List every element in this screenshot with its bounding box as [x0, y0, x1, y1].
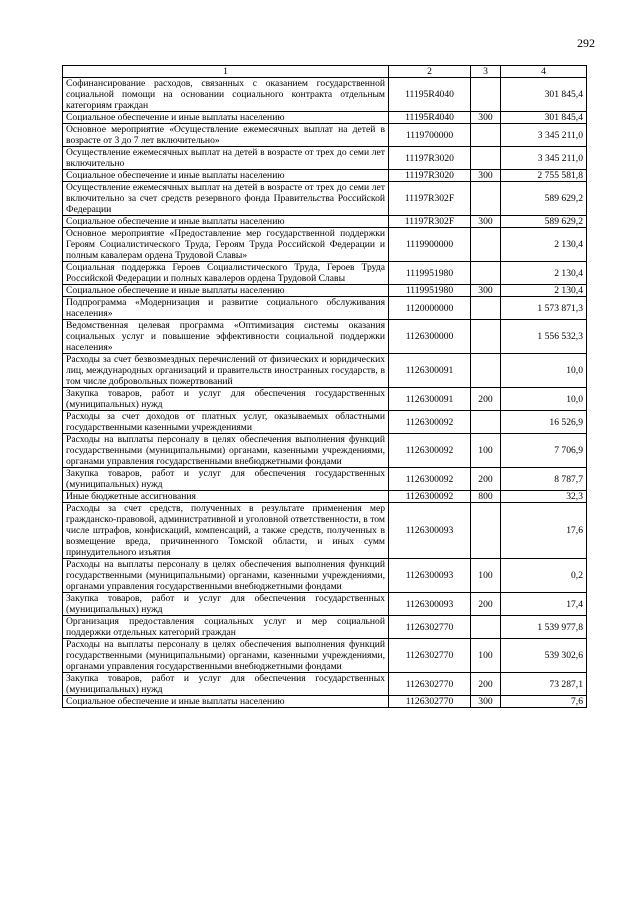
- row-amount: 1 556 532,3: [501, 320, 587, 354]
- row-code: 1126300092: [389, 468, 471, 491]
- row-code: 1126300093: [389, 559, 471, 593]
- table-row: [63, 124, 587, 147]
- row-name: Закупка товаров, работ и услуг для обеспечения государственных (муниципальных) нужд: [63, 388, 389, 411]
- table-row: [63, 673, 587, 696]
- row-amount: 539 302,6: [501, 639, 587, 673]
- row-expense-type: [471, 78, 501, 112]
- table-row: [63, 503, 587, 559]
- row-name: Подпрограмма «Модернизация и развитие социального обслуживания населения»: [63, 297, 389, 320]
- row-amount: 10,0: [501, 354, 587, 388]
- row-code: 11197R302F: [389, 182, 471, 216]
- row-name: Социальное обеспечение и иные выплаты населению: [63, 170, 389, 182]
- row-expense-type: [471, 616, 501, 639]
- row-code: 1119700000: [389, 124, 471, 147]
- row-expense-type: [471, 124, 501, 147]
- column-header-4: 4: [501, 66, 587, 78]
- table-row: [63, 616, 587, 639]
- row-code: 1126300092: [389, 491, 471, 503]
- row-expense-type: 200: [471, 593, 501, 616]
- row-code: 1126302770: [389, 673, 471, 696]
- row-name: Ведомственная целевая программа «Оптимизация системы оказания социальных услуг и повышение эффективности социальной поддержки населения»: [63, 320, 389, 354]
- row-amount: 7,6: [501, 696, 587, 708]
- row-amount: 3 345 211,0: [501, 147, 587, 170]
- row-code: 1126300092: [389, 434, 471, 468]
- row-code: 1126300093: [389, 593, 471, 616]
- row-code: 11197R3020: [389, 147, 471, 170]
- row-code: 1126302770: [389, 639, 471, 673]
- row-code: 1126302770: [389, 616, 471, 639]
- table-row: [63, 320, 587, 354]
- row-amount: 589 629,2: [501, 216, 587, 228]
- row-expense-type: 300: [471, 216, 501, 228]
- row-code: 1126300091: [389, 354, 471, 388]
- row-expense-type: [471, 182, 501, 216]
- row-amount: 1 539 977,8: [501, 616, 587, 639]
- row-amount: 10,0: [501, 388, 587, 411]
- row-expense-type: 800: [471, 491, 501, 503]
- table-row: [63, 170, 587, 182]
- row-name: Осуществление ежемесячных выплат на детей в возрасте от трех до семи лет включительно за счет средств резервного фонда Правительства Российской Федерации: [63, 182, 389, 216]
- table-row: [63, 411, 587, 434]
- table-row: [63, 216, 587, 228]
- row-expense-type: 100: [471, 639, 501, 673]
- row-code: 11197R3020: [389, 170, 471, 182]
- column-header-1: 1: [63, 66, 389, 78]
- row-code: 1119951980: [389, 262, 471, 285]
- row-expense-type: 300: [471, 112, 501, 124]
- row-expense-type: 200: [471, 673, 501, 696]
- row-expense-type: 200: [471, 388, 501, 411]
- row-amount: 16 526,9: [501, 411, 587, 434]
- row-expense-type: [471, 228, 501, 262]
- row-amount: 8 787,7: [501, 468, 587, 491]
- row-expense-type: [471, 147, 501, 170]
- row-amount: 589 629,2: [501, 182, 587, 216]
- row-expense-type: [471, 297, 501, 320]
- table-row: [63, 297, 587, 320]
- row-name: Основное мероприятие «Осуществление ежемесячных выплат на детей в возрасте от 3 до 7 лет включительно»: [63, 124, 389, 147]
- row-code: 1126300092: [389, 411, 471, 434]
- table-row: [63, 354, 587, 388]
- row-expense-type: [471, 262, 501, 285]
- row-code: 1119951980: [389, 285, 471, 297]
- row-code: 11195R4040: [389, 78, 471, 112]
- row-code: 11195R4040: [389, 112, 471, 124]
- row-name: Социальное обеспечение и иные выплаты населению: [63, 696, 389, 708]
- page-number: 292: [577, 36, 595, 50]
- row-expense-type: 300: [471, 696, 501, 708]
- budget-table: [62, 65, 587, 708]
- row-amount: 17,6: [501, 503, 587, 559]
- row-name: Закупка товаров, работ и услуг для обеспечения государственных (муниципальных) нужд: [63, 593, 389, 616]
- table-header-row: [63, 66, 587, 78]
- row-amount: 301 845,4: [501, 112, 587, 124]
- table-row: [63, 228, 587, 262]
- table-row: [63, 696, 587, 708]
- row-name: Расходы на выплаты персоналу в целях обеспечения выполнения функций государственными (муниципальными) органами, казенными учреждениями, органами управления государственными внебюджетными фондами: [63, 639, 389, 673]
- row-amount: 1 573 871,3: [501, 297, 587, 320]
- table-row: [63, 559, 587, 593]
- row-code: 1119900000: [389, 228, 471, 262]
- row-name: Основное мероприятие «Предоставление мер государственной поддержки Героям Социалистического Труда, Героям Труда Российской Федерации и полным кавалерам ордена Трудовой Славы»: [63, 228, 389, 262]
- row-code: 1120000000: [389, 297, 471, 320]
- row-expense-type: [471, 503, 501, 559]
- row-expense-type: [471, 411, 501, 434]
- row-amount: 17,4: [501, 593, 587, 616]
- table-row: [63, 112, 587, 124]
- column-header-3: 3: [471, 66, 501, 78]
- row-name: Закупка товаров, работ и услуг для обеспечения государственных (муниципальных) нужд: [63, 468, 389, 491]
- table-row: [63, 78, 587, 112]
- row-code: 1126302770: [389, 696, 471, 708]
- row-name: Расходы на выплаты персоналу в целях обеспечения выполнения функций государственными (муниципальными) органами, казенными учреждениями, органами управления государственными внебюджетными фондами: [63, 434, 389, 468]
- table-row: [63, 262, 587, 285]
- row-code: 1126300000: [389, 320, 471, 354]
- row-amount: 3 345 211,0: [501, 124, 587, 147]
- row-name: Расходы за счет средств, полученных в результате применения мер гражданско-правовой, административной и уголовной ответственности, в том числе штрафов, конфискаций, компенсаций, а также средств, полученных в возмещение вреда, причиненного Томской области, и иных сумм принудительного изъятия: [63, 503, 389, 559]
- row-name: Закупка товаров, работ и услуг для обеспечения государственных (муниципальных) нужд: [63, 673, 389, 696]
- row-expense-type: 100: [471, 559, 501, 593]
- row-name: Расходы за счет доходов от платных услуг, оказываемых областными государственными казенными учреждениями: [63, 411, 389, 434]
- row-amount: 2 130,4: [501, 262, 587, 285]
- row-expense-type: 300: [471, 170, 501, 182]
- row-name: Расходы за счет безвозмездных перечислений от физических и юридических лиц, международных организаций и правительств иностранных государств, в том числе добровольных пожертвований: [63, 354, 389, 388]
- row-code: 1126300091: [389, 388, 471, 411]
- table-row: [63, 147, 587, 170]
- row-code: 1126300093: [389, 503, 471, 559]
- row-name: Организация предоставления социальных услуг и мер социальной поддержки отдельных категорий граждан: [63, 616, 389, 639]
- row-name: Социальное обеспечение и иные выплаты населению: [63, 285, 389, 297]
- row-expense-type: 300: [471, 285, 501, 297]
- row-name: Социальное обеспечение и иные выплаты населению: [63, 112, 389, 124]
- row-amount: 2 755 581,8: [501, 170, 587, 182]
- row-amount: 2 130,4: [501, 228, 587, 262]
- row-expense-type: [471, 320, 501, 354]
- row-amount: 73 287,1: [501, 673, 587, 696]
- row-name: Социальное обеспечение и иные выплаты населению: [63, 216, 389, 228]
- row-code: 11197R302F: [389, 216, 471, 228]
- table-row: [63, 593, 587, 616]
- row-expense-type: 100: [471, 434, 501, 468]
- row-name: Иные бюджетные ассигнования: [63, 491, 389, 503]
- row-expense-type: 200: [471, 468, 501, 491]
- table-row: [63, 285, 587, 297]
- row-amount: 7 706,9: [501, 434, 587, 468]
- row-name: Социальная поддержка Героев Социалистического Труда, Героев Труда Российской Федерации и полных кавалеров ордена Трудовой Славы: [63, 262, 389, 285]
- row-name: Расходы на выплаты персоналу в целях обеспечения выполнения функций государственными (муниципальными) органами, казенными учреждениями, органами управления государственными внебюджетными фондами: [63, 559, 389, 593]
- row-amount: 301 845,4: [501, 78, 587, 112]
- table-row: [63, 468, 587, 491]
- table-row: [63, 182, 587, 216]
- row-name: Софинансирование расходов, связанных с оказанием государственной социальной помощи на основании социального контракта отдельным категориям граждан: [63, 78, 389, 112]
- row-amount: 32,3: [501, 491, 587, 503]
- row-amount: 2 130,4: [501, 285, 587, 297]
- row-name: Осуществление ежемесячных выплат на детей в возрасте от трех до семи лет включительно: [63, 147, 389, 170]
- row-amount: 0,2: [501, 559, 587, 593]
- column-header-2: 2: [389, 66, 471, 78]
- row-expense-type: [471, 354, 501, 388]
- table-row: [63, 491, 587, 503]
- table-row: [63, 639, 587, 673]
- table-row: [63, 434, 587, 468]
- table-row: [63, 388, 587, 411]
